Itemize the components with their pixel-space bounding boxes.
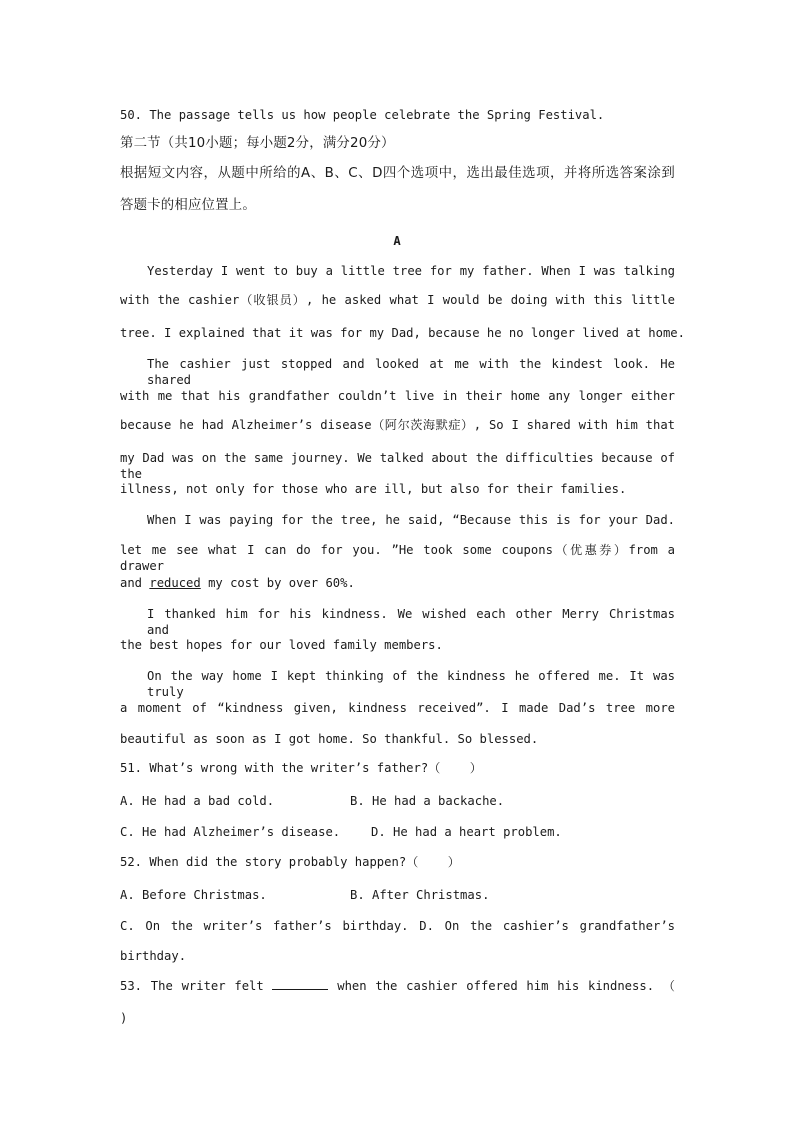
answer-blank	[272, 978, 328, 990]
paragraph-1-line-1: Yesterday I went to buy a little tree for my father. When I was talking	[147, 264, 675, 278]
paragraph-3-line-3-end: my cost by over 60%.	[200, 576, 355, 590]
paragraph-5-line-1: On the way home I kept thinking of the kindness he offered me. It was truly	[147, 669, 675, 699]
paragraph-1-line-3: tree. I explained that it was for my Dad, because he no longer lived at home.	[120, 326, 685, 340]
paragraph-3-line-3-start: and	[120, 576, 150, 590]
question-51-stem: 51. What’s wrong with the writer’s father?（ ）	[120, 761, 482, 775]
paragraph-5-line-2: a moment of “kindness given, kindness received”. I made Dad’s tree more	[120, 701, 675, 715]
question-51-option-a: A. He had a bad cold.	[120, 794, 275, 808]
question-53-stem-start: 53. The writer felt	[120, 979, 273, 993]
paragraph-3-line-2: let me see what I can do for you. ”He took some coupons（优惠券）from a drawer	[120, 543, 675, 573]
question-50: 50. The passage tells us how people celebrate the Spring Festival.	[120, 108, 605, 122]
paragraph-4-line-2: the best hopes for our loved family members.	[120, 638, 443, 652]
question-52-options-c-d: C. On the writer’s father’s birthday. D. On the cashier’s grandfather’s	[120, 919, 675, 933]
question-52-option-d-continued: birthday.	[120, 949, 187, 963]
paragraph-3-line-1: When I was paying for the tree, he said, “Because this is for your Dad.	[147, 513, 675, 527]
question-53-stem-end: when the cashier offered him his kindness. （	[328, 979, 675, 993]
question-52-stem: 52. When did the story probably happen?（ ）	[120, 855, 460, 869]
paragraph-2-line-4: my Dad was on the same journey. We talked about the difficulties because of the	[120, 451, 675, 481]
paragraph-5-line-3: beautiful as soon as I got home. So thankful. So blessed.	[120, 732, 539, 746]
paragraph-2-line-5: illness, not only for those who are ill, but also for their families.	[120, 482, 627, 496]
paragraph-2-line-1: The cashier just stopped and looked at me with the kindest look. He shared	[147, 357, 675, 387]
question-51-option-b: B. He had a backache.	[350, 794, 505, 808]
paragraph-1-line-2: with the cashier（收银员）, he asked what I would be doing with this little	[120, 293, 675, 307]
section-heading: 第二节（共10小题；每小题2分，满分20分）	[120, 136, 395, 151]
question-53-close-paren: )	[120, 1011, 128, 1025]
underlined-word-reduced: reduced	[149, 576, 201, 590]
section-instructions-line-2: 答题卡的相应位置上。	[120, 198, 256, 213]
paragraph-2-line-2: with me that his grandfather couldn’t live in their home any longer either	[120, 389, 675, 403]
question-52-option-a: A. Before Christmas.	[120, 888, 267, 902]
paragraph-2-line-3: because he had Alzheimer’s disease（阿尔茨海默症）, So I shared with him that	[120, 418, 675, 432]
question-52-option-b: B. After Christmas.	[350, 888, 490, 902]
question-51-option-c: C. He had Alzheimer’s disease.	[120, 825, 341, 839]
section-instructions-line-1: 根据短文内容，从题中所给的A、B、C、D四个选项中，选出最佳选项，并将所选答案涂到	[120, 166, 675, 181]
question-51-option-d: D. He had a heart problem.	[371, 825, 562, 839]
passage-label: A	[393, 234, 401, 248]
paragraph-4-line-1: I thanked him for his kindness. We wished each other Merry Christmas and	[147, 607, 675, 637]
question-53-stem	[120, 978, 675, 994]
paragraph-3-line-3	[120, 575, 675, 591]
